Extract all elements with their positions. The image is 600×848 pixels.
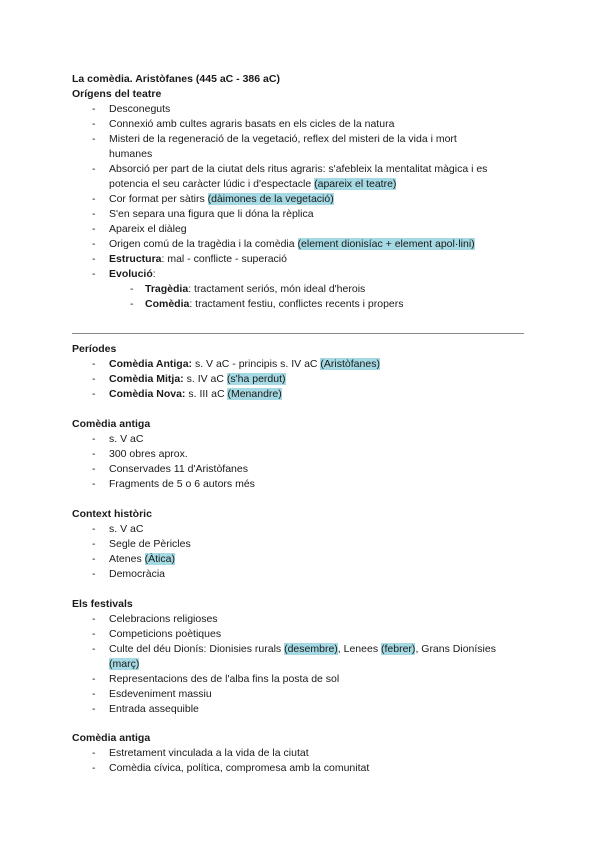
document-title: La comèdia. Aristòfanes (445 aC - 386 aC) — [72, 73, 280, 85]
highlight: (Aristòfanes) — [320, 358, 380, 370]
ancient-heading: Comèdia antiga — [72, 418, 151, 430]
context-heading: Context històric — [72, 508, 152, 520]
document-page: La comèdia. Aristòfanes (445 aC - 386 aC) Orígens del teatre - Desconeguts - Connexió amb cultes agraris basats en els cicles de la natura - Misteri de la regeneració de la vegetació, reflex del misteri de la vida i mort humanes - Absorció per part de la ciutat dels ritus agraris: s'afebleix la mentalitat màgica i es potencia el seu caràcter lúdic i d'espectacle (apareix el teatre) - Cor format per sàtirs (dàimones de la vegetació) - S'en separa una figura que li dóna la rèplica - Apareix el diàleg - Origen comú de la tragèdia i la comèdia (element dionisíac + element apol·lini) - Estructura: mal - conflicte - superació - Evolució: - Tragèdia: tractament seriós, món ideal d'herois - Comèdia: tractament festiu, conflictes recents i propers Períodes - Comèdia Antiga: s. V aC - principis s. IV aC (Aristòfanes) - Comèdia Mitja: s. IV aC (s'ha perdut) - Comèdia Nova: s. III aC (Menandre) Comèdia antiga - s. V aC - 300 obres aprox. - Conservades 11 d'Aristòfanes - Fragments de 5 o 6 autors més Context històric - s. V aC - Segle de Pèricles - Atenes (Àtica) - Democràcia Els festivals - Celebracions religioses - Competicions poètiques - Culte del déu Dionís: Dionisies rurals (desembre), Lenees (febrer), Grans Dionísies (març) - Representacions des de l'alba fins la posta de sol - Esdeveniment massiu - Entrada assequible Comèdia antiga - Estretament vinculada a la vida de la ciutat - Comèdia cívica, política, compromesa amb la comunitat — [0, 0, 600, 848]
highlight: (dàimones de la vegetació) — [207, 193, 334, 205]
highlight: (s'ha perdut) — [226, 373, 286, 385]
highlight: (febrer) — [381, 643, 416, 655]
highlight: (desembre) — [284, 643, 338, 655]
highlight: (apareix el teatre) — [314, 178, 397, 190]
horizontal-rule — [72, 333, 524, 334]
highlight: (Menandre) — [227, 388, 282, 400]
origins-heading: Orígens del teatre — [72, 88, 162, 100]
ancient2-heading: Comèdia antiga — [72, 732, 151, 744]
festivals-heading: Els festivals — [72, 598, 133, 610]
periods-heading: Períodes — [72, 343, 117, 355]
highlight: (Àtica) — [144, 553, 175, 565]
highlight: (element dionisíac + element apol·lini) — [297, 238, 475, 250]
highlight: (març) — [109, 658, 140, 670]
